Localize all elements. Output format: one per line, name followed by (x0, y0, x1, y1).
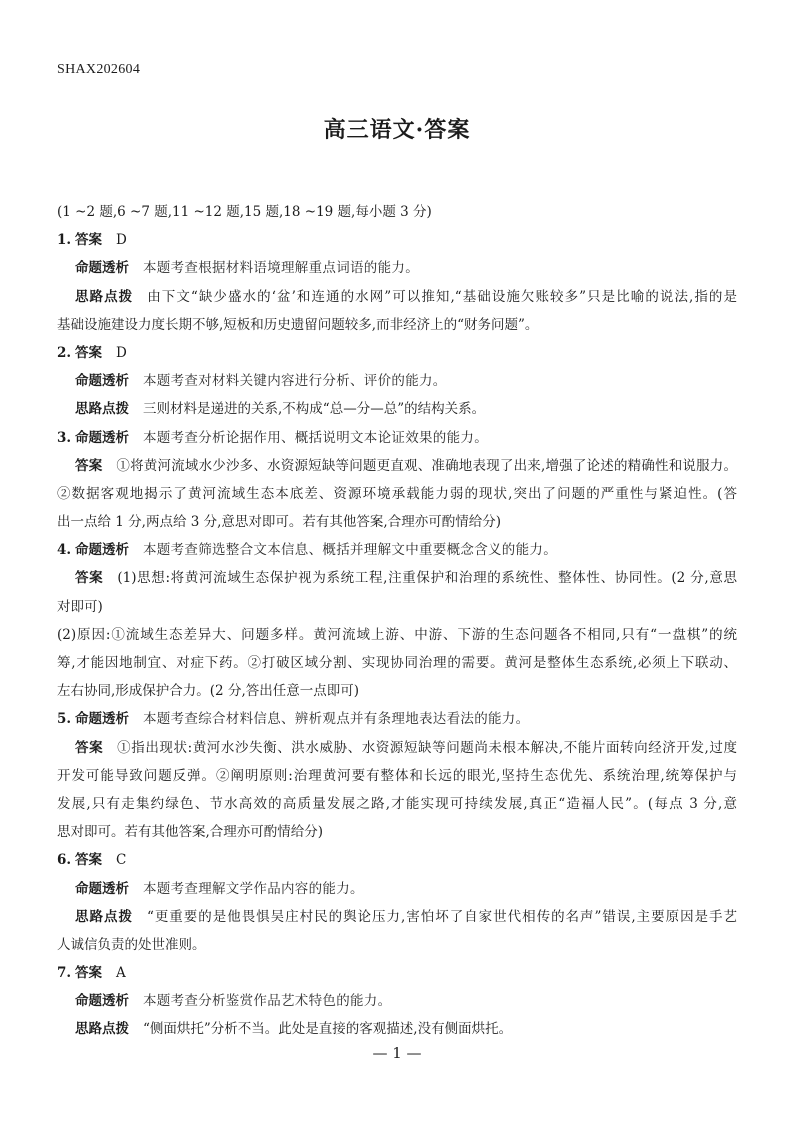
question-number: 1. (57, 232, 72, 249)
q6-analysis-row (57, 875, 737, 903)
answer-label: 答案 (75, 344, 102, 361)
answer-label: 答案 (75, 457, 103, 474)
hint-label: 思路点拨 (75, 401, 129, 418)
page-number: — 1 — (372, 1044, 422, 1062)
answer-label: 答案 (75, 232, 102, 249)
analysis-label: 命题透析 (75, 880, 129, 897)
q1-answer-row (57, 226, 737, 254)
question-number: 2. (57, 344, 72, 361)
hint-label: 思路点拨 (75, 908, 133, 925)
analysis-label: 命题透析 (75, 429, 129, 446)
answer-choice: D (116, 344, 127, 361)
answer-label: 答案 (75, 965, 102, 982)
q5-answer-row (57, 734, 737, 762)
answer-choice: D (116, 232, 127, 249)
analysis-text: 本题考查分析论据作用、概括说明文本论证效果的能力。 (143, 429, 488, 446)
q4-part2-continuation: 左右协同,形成保护合力。(2 分,答出任意一点即可) (57, 683, 359, 700)
q3-analysis-row (57, 424, 737, 452)
analysis-text: 本题考查根据材料语境理解重点词语的能力。 (143, 260, 419, 277)
analysis-text: 本题考查筛选整合文本信息、概括并理解文中重要概念含义的能力。 (143, 542, 557, 559)
question-number: 6. (57, 852, 72, 869)
analysis-text: 本题考查分析鉴赏作品艺术特色的能力。 (143, 993, 392, 1010)
question-number: 4. (57, 542, 72, 559)
analysis-label: 命题透析 (75, 711, 129, 728)
q6-hint-continuation: 人诚信负责的处世准则。 (57, 936, 206, 953)
analysis-label: 命题透析 (75, 542, 129, 559)
answer-choice: A (116, 965, 126, 982)
q3-answer-row (57, 452, 737, 480)
answer-text: (1)思想:将黄河流域生态保护视为系统工程,注重保护和治理的系统性、整体性、协同性。(2 分,意思 (117, 570, 737, 587)
q2-answer-row (57, 339, 737, 367)
hint-text: “更重要的是他畏惧吴庄村民的舆论压力,害怕坏了自家世代相传的名声”错误,主要原因是手艺 (146, 908, 737, 925)
q4-answer-continuation: 对即可) (57, 598, 103, 615)
analysis-text: 本题考查综合材料信息、辨析观点并有条理地表达看法的能力。 (143, 711, 530, 728)
question-number: 5. (57, 711, 72, 728)
hint-label: 思路点拨 (75, 1021, 129, 1038)
q4-answer-row (57, 564, 737, 592)
page-title: 高三语文·答案 (323, 117, 471, 143)
q1-hint-row (57, 283, 737, 311)
q1-hint-continuation: 基础设施建设力度长期不够,短板和历史遗留问题较多,而非经济上的“财务问题”。 (57, 316, 539, 333)
q6-hint-row (57, 903, 737, 931)
analysis-label: 命题透析 (75, 260, 129, 277)
q4-part2-row: (2)原因:①流域生态差异大、问题多样。黄河流域上游、中游、下游的生态问题各不相同,只有“一盘棋”的统 (57, 626, 737, 643)
hint-text: 由下文“缺少盛水的‘盆’和连通的水网”可以推知,“基础设施欠账较多”只是比喻的说法,指的是 (147, 288, 737, 305)
q7-analysis-row (57, 987, 737, 1015)
q3-answer-continuation: 出一点给 1 分,两点给 3 分,意思对即可。若有其他答案,合理亦可酌情给分) (57, 514, 501, 531)
answer-label: 答案 (75, 570, 104, 587)
analysis-label: 命题透析 (75, 373, 129, 390)
analysis-text: 本题考查理解文学作品内容的能力。 (143, 880, 364, 897)
answer-label: 答案 (75, 739, 104, 756)
question-number: 7. (57, 965, 72, 982)
q2-hint-row (57, 395, 737, 423)
q5-answer-continuation: 发展,只有走集约绿色、节水高效的高质量发展之路,才能实现可持续发展,真正“造福人民”。(每点 3 分,意 (57, 795, 737, 812)
q5-answer-continuation: 思对即可。若有其他答案,合理亦可酌情给分) (57, 824, 324, 841)
q1-analysis-row (57, 254, 737, 282)
answer-text: ①指出现状:黄河水沙失衡、洪水威胁、水资源短缺等问题尚未根本解决,不能片面转向经济开发,过度 (117, 739, 737, 756)
answer-label: 答案 (75, 852, 102, 869)
q2-analysis-row (57, 367, 737, 395)
q4-analysis-row (57, 536, 737, 564)
analysis-text: 本题考查对材料关键内容进行分析、评价的能力。 (143, 373, 447, 390)
q7-hint-row (57, 1015, 737, 1043)
question-number: 3. (57, 429, 72, 446)
exam-code: SHAX202604 (57, 62, 141, 77)
hint-text: 三则材料是递进的关系,不构成“总—分—总”的结构关系。 (143, 401, 486, 418)
answer-body (57, 198, 737, 1044)
q4-part2-continuation: 筹,才能因地制宜、对症下药。②打破区域分割、实现协同治理的需要。黄河是整体生态系统,必须上下联动、 (57, 655, 737, 671)
answer-choice: C (116, 852, 127, 869)
q6-answer-row (57, 846, 737, 874)
analysis-label: 命题透析 (75, 993, 129, 1010)
q3-answer-continuation: ②数据客观地揭示了黄河流域生态本底差、资源环境承载能力弱的现状,突出了问题的严重性与紧迫性。(答 (57, 485, 737, 502)
hint-label: 思路点拨 (75, 288, 134, 305)
q7-answer-row (57, 959, 737, 987)
answer-text: ①将黄河流域水少沙多、水资源短缺等问题更直观、准确地表现了出来,增强了论述的精确性和说服力。 (116, 457, 737, 474)
hint-text: “侧面烘托”分析不当。此处是直接的客观描述,没有侧面烘托。 (143, 1021, 513, 1038)
q5-analysis-row (57, 705, 737, 733)
q5-answer-continuation: 开发可能导致问题反弹。②阐明原则:治理黄河要有整体和长远的眼光,坚持生态优先、系统治理,统筹保护与 (57, 767, 737, 784)
scoring-note: (1 ~2 题,6 ~7 题,11 ~12 题,15 题,18 ~19 题,每小题 3 分) (57, 204, 432, 220)
